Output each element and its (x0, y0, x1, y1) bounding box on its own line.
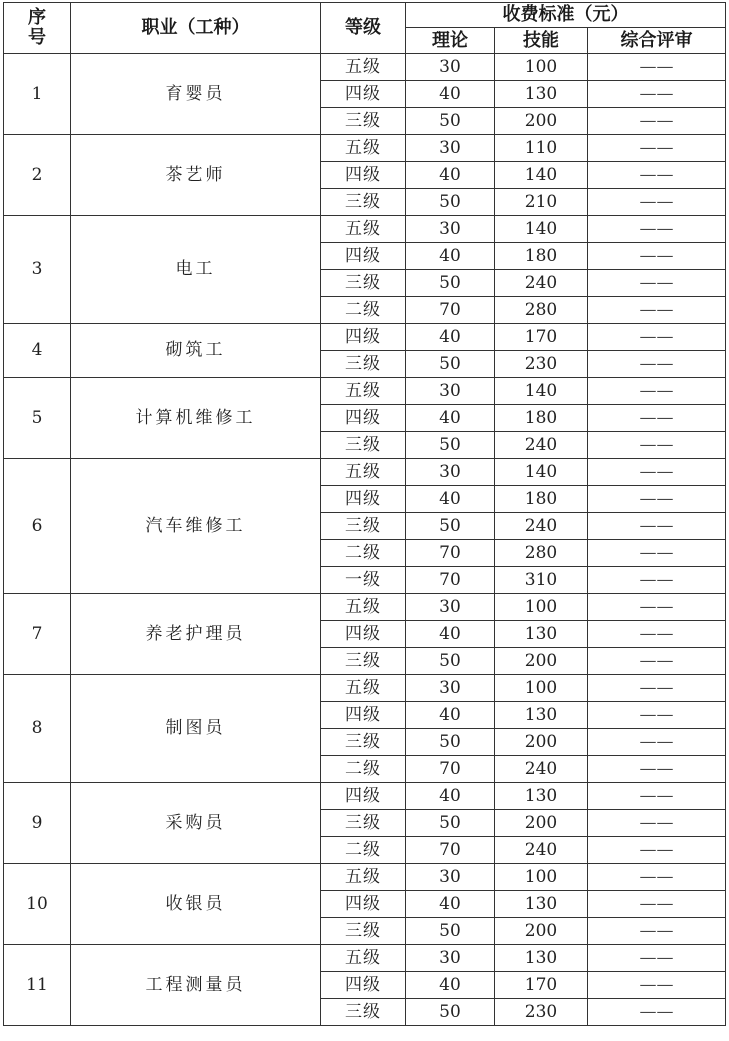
theory-fee-cell: 70 (406, 567, 495, 594)
skill-fee-cell: 180 (495, 243, 588, 270)
comprehensive-review-cell: —— (588, 810, 726, 837)
occupation-name-cell: 收银员 (71, 864, 321, 945)
grade-cell: 二级 (321, 756, 406, 783)
comprehensive-review-cell: —— (588, 594, 726, 621)
skill-fee-cell: 200 (495, 810, 588, 837)
serial-number-cell: 5 (4, 378, 71, 459)
skill-fee-cell: 200 (495, 648, 588, 675)
theory-fee-cell: 30 (406, 135, 495, 162)
comprehensive-review-cell: —— (588, 702, 726, 729)
skill-fee-cell: 200 (495, 108, 588, 135)
grade-cell: 四级 (321, 486, 406, 513)
theory-fee-cell: 50 (406, 648, 495, 675)
grade-cell: 五级 (321, 459, 406, 486)
header-fee-standard: 收费标准（元） (406, 3, 726, 28)
theory-fee-cell: 40 (406, 324, 495, 351)
theory-fee-cell: 50 (406, 189, 495, 216)
theory-fee-cell: 50 (406, 351, 495, 378)
theory-fee-cell: 40 (406, 81, 495, 108)
header-serial-number: 序号 (4, 3, 71, 54)
grade-cell: 四级 (321, 162, 406, 189)
comprehensive-review-cell: —— (588, 108, 726, 135)
occupation-name-cell: 汽车维修工 (71, 459, 321, 594)
table-row (4, 378, 726, 405)
comprehensive-review-cell: —— (588, 324, 726, 351)
comprehensive-review-cell: —— (588, 891, 726, 918)
header-skill: 技能 (495, 28, 588, 54)
theory-fee-cell: 40 (406, 972, 495, 999)
grade-cell: 三级 (321, 729, 406, 756)
grade-cell: 二级 (321, 837, 406, 864)
fee-standard-table (3, 2, 726, 1026)
skill-fee-cell: 280 (495, 540, 588, 567)
theory-fee-cell: 30 (406, 459, 495, 486)
theory-fee-cell: 30 (406, 864, 495, 891)
comprehensive-review-cell: —— (588, 621, 726, 648)
grade-cell: 五级 (321, 864, 406, 891)
comprehensive-review-cell: —— (588, 729, 726, 756)
skill-fee-cell: 240 (495, 837, 588, 864)
header-grade: 等级 (321, 3, 406, 54)
table-row (4, 324, 726, 351)
grade-cell: 五级 (321, 135, 406, 162)
grade-cell: 五级 (321, 594, 406, 621)
theory-fee-cell: 40 (406, 783, 495, 810)
theory-fee-cell: 50 (406, 513, 495, 540)
serial-number-cell: 2 (4, 135, 71, 216)
grade-cell: 三级 (321, 351, 406, 378)
grade-cell: 四级 (321, 405, 406, 432)
theory-fee-cell: 40 (406, 486, 495, 513)
skill-fee-cell: 140 (495, 216, 588, 243)
skill-fee-cell: 130 (495, 702, 588, 729)
theory-fee-cell: 40 (406, 243, 495, 270)
skill-fee-cell: 140 (495, 378, 588, 405)
grade-cell: 五级 (321, 675, 406, 702)
skill-fee-cell: 240 (495, 513, 588, 540)
skill-fee-cell: 200 (495, 918, 588, 945)
skill-fee-cell: 100 (495, 54, 588, 81)
header-occupation: 职业（工种） (71, 3, 321, 54)
occupation-name-cell: 育婴员 (71, 54, 321, 135)
comprehensive-review-cell: —— (588, 945, 726, 972)
serial-number-cell: 11 (4, 945, 71, 1026)
comprehensive-review-cell: —— (588, 351, 726, 378)
occupation-name-cell: 工程测量员 (71, 945, 321, 1026)
skill-fee-cell: 210 (495, 189, 588, 216)
serial-number-cell: 4 (4, 324, 71, 378)
theory-fee-cell: 50 (406, 432, 495, 459)
skill-fee-cell: 240 (495, 432, 588, 459)
grade-cell: 四级 (321, 243, 406, 270)
comprehensive-review-cell: —— (588, 999, 726, 1026)
comprehensive-review-cell: —— (588, 459, 726, 486)
theory-fee-cell: 70 (406, 297, 495, 324)
comprehensive-review-cell: —— (588, 675, 726, 702)
fee-table-container (3, 2, 726, 1026)
grade-cell: 三级 (321, 648, 406, 675)
occupation-name-cell: 电工 (71, 216, 321, 324)
table-row (4, 54, 726, 81)
comprehensive-review-cell: —— (588, 864, 726, 891)
grade-cell: 四级 (321, 81, 406, 108)
skill-fee-cell: 100 (495, 675, 588, 702)
skill-fee-cell: 240 (495, 270, 588, 297)
theory-fee-cell: 30 (406, 594, 495, 621)
comprehensive-review-cell: —— (588, 648, 726, 675)
theory-fee-cell: 50 (406, 108, 495, 135)
comprehensive-review-cell: —— (588, 270, 726, 297)
theory-fee-cell: 50 (406, 810, 495, 837)
skill-fee-cell: 240 (495, 756, 588, 783)
comprehensive-review-cell: —— (588, 783, 726, 810)
comprehensive-review-cell: —— (588, 567, 726, 594)
skill-fee-cell: 180 (495, 486, 588, 513)
grade-cell: 三级 (321, 999, 406, 1026)
grade-cell: 三级 (321, 432, 406, 459)
grade-cell: 三级 (321, 189, 406, 216)
comprehensive-review-cell: —— (588, 513, 726, 540)
occupation-name-cell: 计算机维修工 (71, 378, 321, 459)
skill-fee-cell: 310 (495, 567, 588, 594)
table-row (4, 864, 726, 891)
skill-fee-cell: 140 (495, 162, 588, 189)
skill-fee-cell: 110 (495, 135, 588, 162)
theory-fee-cell: 40 (406, 405, 495, 432)
comprehensive-review-cell: —— (588, 81, 726, 108)
comprehensive-review-cell: —— (588, 297, 726, 324)
occupation-name-cell: 养老护理员 (71, 594, 321, 675)
theory-fee-cell: 40 (406, 621, 495, 648)
skill-fee-cell: 130 (495, 783, 588, 810)
comprehensive-review-cell: —— (588, 918, 726, 945)
theory-fee-cell: 30 (406, 216, 495, 243)
theory-fee-cell: 70 (406, 837, 495, 864)
comprehensive-review-cell: —— (588, 540, 726, 567)
serial-number-cell: 7 (4, 594, 71, 675)
theory-fee-cell: 70 (406, 540, 495, 567)
grade-cell: 四级 (321, 972, 406, 999)
grade-cell: 二级 (321, 297, 406, 324)
theory-fee-cell: 40 (406, 162, 495, 189)
theory-fee-cell: 30 (406, 675, 495, 702)
grade-cell: 五级 (321, 216, 406, 243)
comprehensive-review-cell: —— (588, 243, 726, 270)
skill-fee-cell: 200 (495, 729, 588, 756)
theory-fee-cell: 50 (406, 270, 495, 297)
comprehensive-review-cell: —— (588, 972, 726, 999)
occupation-name-cell: 制图员 (71, 675, 321, 783)
comprehensive-review-cell: —— (588, 837, 726, 864)
theory-fee-cell: 30 (406, 54, 495, 81)
serial-number-cell: 1 (4, 54, 71, 135)
grade-cell: 三级 (321, 108, 406, 135)
table-row (4, 675, 726, 702)
grade-cell: 四级 (321, 891, 406, 918)
table-row (4, 945, 726, 972)
comprehensive-review-cell: —— (588, 162, 726, 189)
grade-cell: 二级 (321, 540, 406, 567)
serial-number-cell: 8 (4, 675, 71, 783)
comprehensive-review-cell: —— (588, 54, 726, 81)
theory-fee-cell: 40 (406, 891, 495, 918)
header-comprehensive-review: 综合评审 (588, 28, 726, 54)
serial-number-cell: 6 (4, 459, 71, 594)
grade-cell: 五级 (321, 945, 406, 972)
table-row (4, 459, 726, 486)
grade-cell: 四级 (321, 702, 406, 729)
skill-fee-cell: 230 (495, 999, 588, 1026)
table-row (4, 594, 726, 621)
comprehensive-review-cell: —— (588, 432, 726, 459)
occupation-name-cell: 茶艺师 (71, 135, 321, 216)
skill-fee-cell: 130 (495, 945, 588, 972)
table-row (4, 216, 726, 243)
comprehensive-review-cell: —— (588, 135, 726, 162)
skill-fee-cell: 100 (495, 594, 588, 621)
comprehensive-review-cell: —— (588, 756, 726, 783)
serial-number-cell: 10 (4, 864, 71, 945)
skill-fee-cell: 280 (495, 297, 588, 324)
skill-fee-cell: 230 (495, 351, 588, 378)
theory-fee-cell: 30 (406, 945, 495, 972)
theory-fee-cell: 70 (406, 756, 495, 783)
table-row (4, 783, 726, 810)
skill-fee-cell: 130 (495, 891, 588, 918)
theory-fee-cell: 30 (406, 378, 495, 405)
grade-cell: 三级 (321, 270, 406, 297)
grade-cell: 四级 (321, 783, 406, 810)
skill-fee-cell: 180 (495, 405, 588, 432)
header-theory: 理论 (406, 28, 495, 54)
table-row (4, 135, 726, 162)
skill-fee-cell: 130 (495, 621, 588, 648)
grade-cell: 一级 (321, 567, 406, 594)
grade-cell: 三级 (321, 810, 406, 837)
grade-cell: 五级 (321, 54, 406, 81)
grade-cell: 三级 (321, 513, 406, 540)
comprehensive-review-cell: —— (588, 378, 726, 405)
skill-fee-cell: 130 (495, 81, 588, 108)
comprehensive-review-cell: —— (588, 189, 726, 216)
header-row-top (4, 3, 726, 28)
comprehensive-review-cell: —— (588, 216, 726, 243)
skill-fee-cell: 170 (495, 972, 588, 999)
skill-fee-cell: 100 (495, 864, 588, 891)
occupation-name-cell: 砌筑工 (71, 324, 321, 378)
grade-cell: 五级 (321, 378, 406, 405)
serial-number-cell: 9 (4, 783, 71, 864)
occupation-name-cell: 采购员 (71, 783, 321, 864)
table-header (4, 3, 726, 54)
comprehensive-review-cell: —— (588, 405, 726, 432)
theory-fee-cell: 50 (406, 999, 495, 1026)
theory-fee-cell: 40 (406, 702, 495, 729)
table-body (4, 54, 726, 1026)
skill-fee-cell: 140 (495, 459, 588, 486)
skill-fee-cell: 170 (495, 324, 588, 351)
grade-cell: 四级 (321, 324, 406, 351)
serial-number-cell: 3 (4, 216, 71, 324)
theory-fee-cell: 50 (406, 729, 495, 756)
grade-cell: 四级 (321, 621, 406, 648)
theory-fee-cell: 50 (406, 918, 495, 945)
comprehensive-review-cell: —— (588, 486, 726, 513)
grade-cell: 三级 (321, 918, 406, 945)
